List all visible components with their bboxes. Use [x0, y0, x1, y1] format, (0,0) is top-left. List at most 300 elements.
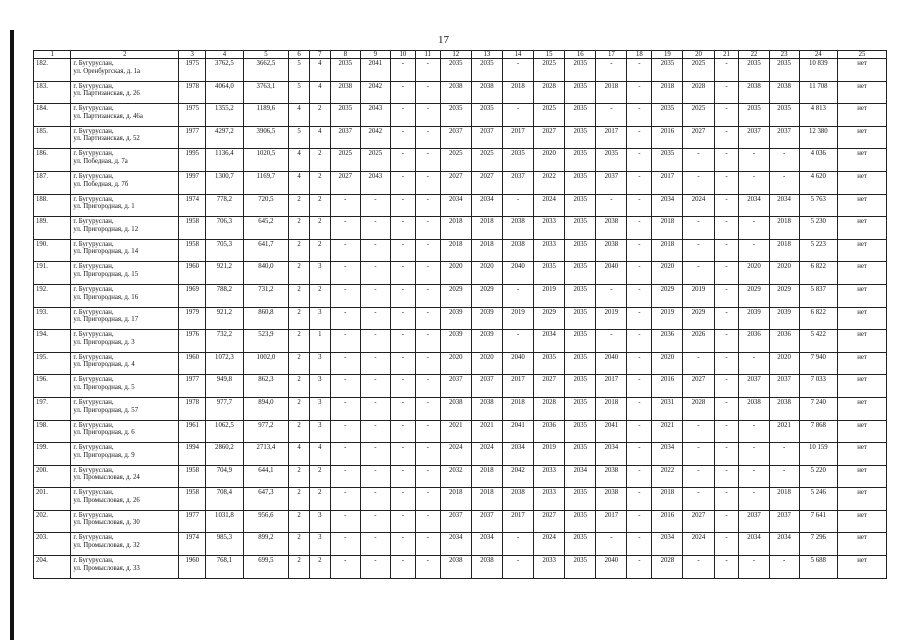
- table-cell: 4064,0: [206, 81, 243, 104]
- table-cell: 2035: [565, 330, 596, 353]
- table-cell: 2020: [471, 262, 502, 285]
- table-cell: -: [596, 194, 627, 217]
- left-margin-bar: [10, 30, 14, 640]
- table-cell: 2035: [565, 81, 596, 104]
- table-cell: 4: [309, 443, 330, 466]
- table-cell: 2039: [440, 307, 471, 330]
- table-cell: 2038: [596, 217, 627, 240]
- table-cell: 2038: [502, 488, 533, 511]
- table-cell: 3662,5: [243, 59, 289, 82]
- table-cell: 2037: [769, 126, 799, 149]
- address-cell: г. Бугуруслан, ул. Партизанская, д. 46а: [71, 104, 179, 127]
- table-cell: 2025: [471, 149, 502, 172]
- table-cell: -: [390, 262, 415, 285]
- table-cell: 2038: [502, 239, 533, 262]
- table-cell: 2024: [471, 443, 502, 466]
- table-cell: -: [627, 126, 652, 149]
- table-cell: 2020: [440, 262, 471, 285]
- table-cell: 2: [309, 284, 330, 307]
- table-cell: 2035: [739, 104, 769, 127]
- address-cell: г. Бугуруслан, ул. Пригородная, д. 6: [71, 420, 179, 443]
- table-cell: -: [714, 59, 739, 82]
- table-cell: 7 641: [799, 510, 837, 533]
- table-cell: 2035: [769, 59, 799, 82]
- address-cell: г. Бугуруслан, ул. Партизанская, д. 26: [71, 81, 179, 104]
- table-cell: 2034: [739, 194, 769, 217]
- column-number-row: [34, 51, 887, 59]
- table-cell: -: [627, 262, 652, 285]
- table-cell: 5: [289, 81, 310, 104]
- table-cell: 2039: [471, 307, 502, 330]
- row-number-cell: 201.: [34, 488, 71, 511]
- table-cell: 2035: [565, 488, 596, 511]
- table-cell: 2020: [739, 262, 769, 285]
- table-cell: -: [739, 217, 769, 240]
- table-cell: 2019: [534, 284, 565, 307]
- table-cell: 2028: [534, 397, 565, 420]
- table-cell: 2035: [330, 104, 360, 127]
- table-cell: -: [390, 59, 415, 82]
- table-cell: -: [683, 488, 714, 511]
- row-number-cell: 192.: [34, 284, 71, 307]
- table-cell: 2033: [534, 465, 565, 488]
- table-cell: -: [390, 171, 415, 194]
- table-row: [34, 262, 887, 285]
- table-cell: -: [714, 194, 739, 217]
- table-cell: 2027: [683, 375, 714, 398]
- table-cell: 2019: [502, 307, 533, 330]
- table-cell: 2034: [565, 465, 596, 488]
- table-cell: 2024: [534, 194, 565, 217]
- table-cell: -: [330, 330, 360, 353]
- table-cell: 2022: [652, 465, 683, 488]
- table-cell: 977,7: [206, 397, 243, 420]
- table-cell: нет: [838, 556, 887, 579]
- row-number-cell: 198.: [34, 420, 71, 443]
- table-cell: -: [739, 556, 769, 579]
- table-cell: -: [627, 194, 652, 217]
- table-cell: -: [415, 488, 440, 511]
- table-cell: 862,3: [243, 375, 289, 398]
- table-cell: нет: [838, 443, 887, 466]
- table-cell: 2035: [565, 217, 596, 240]
- table-cell: 2034: [440, 533, 471, 556]
- table-cell: 7 868: [799, 420, 837, 443]
- address-cell: г. Бугуруслан, ул. Оренбургская, д. 1а: [71, 59, 179, 82]
- column-number: 4: [206, 51, 243, 59]
- table-cell: 2035: [565, 510, 596, 533]
- table-cell: 956,6: [243, 510, 289, 533]
- table-cell: -: [739, 465, 769, 488]
- table-cell: 2018: [471, 217, 502, 240]
- table-cell: 2: [289, 262, 310, 285]
- table-cell: 2: [309, 488, 330, 511]
- table-cell: нет: [838, 488, 887, 511]
- address-cell: г. Бугуруслан, ул. Пригородная, д. 17: [71, 307, 179, 330]
- table-cell: 2: [289, 375, 310, 398]
- table-cell: -: [390, 284, 415, 307]
- table-cell: 2021: [652, 420, 683, 443]
- table-cell: 2037: [769, 375, 799, 398]
- table-cell: 2038: [440, 81, 471, 104]
- column-number: 15: [534, 51, 565, 59]
- table-cell: нет: [838, 330, 887, 353]
- table-cell: -: [415, 510, 440, 533]
- table-cell: -: [627, 488, 652, 511]
- table-cell: 2: [289, 330, 310, 353]
- table-cell: 2035: [565, 397, 596, 420]
- table-cell: 2031: [652, 397, 683, 420]
- table-cell: -: [330, 352, 360, 375]
- table-cell: 2018: [471, 488, 502, 511]
- table-cell: 2025: [330, 149, 360, 172]
- table-cell: -: [330, 217, 360, 240]
- table-cell: 7 940: [799, 352, 837, 375]
- table-cell: -: [330, 465, 360, 488]
- table-cell: -: [360, 239, 390, 262]
- table-cell: 2035: [596, 149, 627, 172]
- table-cell: 1031,8: [206, 510, 243, 533]
- table-cell: 2035: [565, 420, 596, 443]
- table-cell: -: [739, 239, 769, 262]
- table-cell: -: [415, 239, 440, 262]
- page-number: 17: [438, 34, 449, 46]
- row-number-cell: 203.: [34, 533, 71, 556]
- table-cell: 2040: [502, 262, 533, 285]
- column-number: 21: [714, 51, 739, 59]
- table-row: [34, 352, 887, 375]
- table-cell: -: [769, 556, 799, 579]
- table-cell: -: [390, 81, 415, 104]
- row-number-cell: 200.: [34, 465, 71, 488]
- table-cell: 2034: [652, 194, 683, 217]
- address-cell: г. Бугуруслан, ул. Пригородная, д. 14: [71, 239, 179, 262]
- table-row: [34, 375, 887, 398]
- table-cell: 2038: [471, 556, 502, 579]
- table-cell: 2035: [565, 171, 596, 194]
- table-cell: 1975: [179, 59, 206, 82]
- table-cell: 2018: [769, 239, 799, 262]
- table-cell: 2035: [440, 104, 471, 127]
- table-cell: 1997: [179, 171, 206, 194]
- table-cell: -: [390, 307, 415, 330]
- column-number: 23: [769, 51, 799, 59]
- table-cell: 2022: [534, 171, 565, 194]
- table-cell: -: [390, 533, 415, 556]
- table-cell: 2034: [769, 533, 799, 556]
- table-cell: 2: [309, 556, 330, 579]
- table-cell: 2027: [534, 126, 565, 149]
- table-cell: 921,2: [206, 262, 243, 285]
- table-cell: -: [330, 556, 360, 579]
- table-cell: -: [360, 194, 390, 217]
- table-cell: 2038: [739, 81, 769, 104]
- table-cell: -: [714, 330, 739, 353]
- table-cell: -: [739, 352, 769, 375]
- row-number-cell: 197.: [34, 397, 71, 420]
- column-number: 24: [799, 51, 837, 59]
- table-row: [34, 488, 887, 511]
- table-cell: 2035: [565, 149, 596, 172]
- table-cell: 949,8: [206, 375, 243, 398]
- table-cell: 2035: [565, 556, 596, 579]
- table-cell: 731,2: [243, 284, 289, 307]
- table-cell: -: [330, 420, 360, 443]
- table-cell: 2021: [440, 420, 471, 443]
- table-cell: -: [360, 217, 390, 240]
- table-cell: -: [502, 104, 533, 127]
- table-cell: 2: [289, 239, 310, 262]
- table-cell: -: [683, 556, 714, 579]
- table-row: [34, 126, 887, 149]
- table-cell: 3: [309, 533, 330, 556]
- table-cell: 2043: [360, 171, 390, 194]
- table-cell: 2037: [739, 510, 769, 533]
- table-cell: 2033: [534, 488, 565, 511]
- table-cell: 2039: [471, 330, 502, 353]
- table-cell: -: [390, 104, 415, 127]
- table-cell: -: [415, 262, 440, 285]
- table-cell: -: [714, 149, 739, 172]
- table-cell: 2018: [652, 217, 683, 240]
- table-cell: -: [360, 465, 390, 488]
- table-cell: нет: [838, 81, 887, 104]
- table-cell: -: [769, 465, 799, 488]
- table-cell: 840,0: [243, 262, 289, 285]
- table-cell: 645,2: [243, 217, 289, 240]
- address-cell: г. Бугуруслан, ул. Промысловая, д. 26: [71, 488, 179, 511]
- table-cell: нет: [838, 533, 887, 556]
- table-cell: -: [627, 352, 652, 375]
- table-cell: -: [415, 465, 440, 488]
- table-cell: нет: [838, 104, 887, 127]
- table-cell: 2018: [502, 397, 533, 420]
- table-cell: 894,0: [243, 397, 289, 420]
- table-cell: 768,1: [206, 556, 243, 579]
- table-cell: -: [360, 420, 390, 443]
- table-cell: 2040: [596, 352, 627, 375]
- table-cell: 2026: [683, 330, 714, 353]
- table-cell: -: [360, 510, 390, 533]
- table-cell: -: [330, 262, 360, 285]
- row-number-cell: 195.: [34, 352, 71, 375]
- table-cell: 2032: [440, 465, 471, 488]
- table-cell: 5 230: [799, 217, 837, 240]
- table-cell: нет: [838, 149, 887, 172]
- table-cell: 2713,4: [243, 443, 289, 466]
- table-cell: 2034: [739, 533, 769, 556]
- table-cell: -: [627, 420, 652, 443]
- table-cell: 2035: [565, 443, 596, 466]
- table-cell: -: [714, 488, 739, 511]
- table-cell: 1977: [179, 510, 206, 533]
- table-cell: 1136,4: [206, 149, 243, 172]
- table-cell: 2035: [652, 59, 683, 82]
- table-cell: -: [415, 81, 440, 104]
- table-cell: 2040: [596, 262, 627, 285]
- table-cell: 1960: [179, 352, 206, 375]
- table-cell: 2034: [534, 330, 565, 353]
- table-cell: 2019: [534, 443, 565, 466]
- table-cell: -: [769, 171, 799, 194]
- table-row: [34, 533, 887, 556]
- row-number-cell: 191.: [34, 262, 71, 285]
- table-cell: 2: [289, 556, 310, 579]
- table-cell: -: [330, 194, 360, 217]
- address-cell: г. Бугуруслан, ул. Пригородная, д. 3: [71, 330, 179, 353]
- table-cell: 3: [309, 262, 330, 285]
- table-cell: -: [415, 352, 440, 375]
- column-number: 16: [565, 51, 596, 59]
- table-cell: 2035: [565, 533, 596, 556]
- table-cell: 2: [289, 284, 310, 307]
- table-cell: -: [683, 443, 714, 466]
- row-number-cell: 187.: [34, 171, 71, 194]
- table-cell: 7 296: [799, 533, 837, 556]
- table-cell: 2: [309, 239, 330, 262]
- table-cell: -: [415, 375, 440, 398]
- table-cell: 2035: [565, 284, 596, 307]
- table-cell: -: [330, 284, 360, 307]
- table-cell: -: [714, 510, 739, 533]
- table-cell: -: [390, 239, 415, 262]
- table-cell: 2019: [596, 307, 627, 330]
- table-cell: 2024: [440, 443, 471, 466]
- table-cell: -: [415, 194, 440, 217]
- table-cell: -: [390, 510, 415, 533]
- table-cell: -: [714, 217, 739, 240]
- table-cell: 2018: [769, 217, 799, 240]
- table-cell: -: [330, 510, 360, 533]
- table-cell: -: [714, 533, 739, 556]
- table-row: [34, 59, 887, 82]
- table-cell: -: [627, 510, 652, 533]
- table-cell: -: [714, 397, 739, 420]
- table-cell: -: [330, 397, 360, 420]
- table-cell: 2035: [565, 352, 596, 375]
- table-cell: нет: [838, 284, 887, 307]
- table-cell: -: [714, 352, 739, 375]
- table-cell: 10 839: [799, 59, 837, 82]
- table-cell: 2041: [596, 420, 627, 443]
- table-cell: 2042: [360, 126, 390, 149]
- table-row: [34, 443, 887, 466]
- table-cell: -: [360, 284, 390, 307]
- table-cell: 699,5: [243, 556, 289, 579]
- table-cell: -: [596, 104, 627, 127]
- table-cell: 2: [309, 149, 330, 172]
- table-row: [34, 420, 887, 443]
- table-cell: -: [714, 171, 739, 194]
- table-cell: -: [415, 533, 440, 556]
- table-cell: 2037: [502, 171, 533, 194]
- column-number: 19: [652, 51, 683, 59]
- table-cell: 4297,2: [206, 126, 243, 149]
- row-number-cell: 204.: [34, 556, 71, 579]
- table-cell: 2037: [471, 375, 502, 398]
- table-cell: 2041: [360, 59, 390, 82]
- table-cell: 3: [309, 397, 330, 420]
- table-cell: 2: [289, 510, 310, 533]
- table-cell: 2028: [652, 556, 683, 579]
- table-cell: 2018: [502, 81, 533, 104]
- table-cell: 1978: [179, 81, 206, 104]
- table-cell: 1960: [179, 556, 206, 579]
- table-cell: 4: [289, 171, 310, 194]
- table-cell: 2027: [534, 375, 565, 398]
- table-cell: 2024: [683, 533, 714, 556]
- table-cell: 2037: [471, 510, 502, 533]
- table-cell: 12 380: [799, 126, 837, 149]
- table-cell: 2027: [683, 510, 714, 533]
- table-cell: -: [415, 330, 440, 353]
- table-cell: 4 036: [799, 149, 837, 172]
- row-number-cell: 186.: [34, 149, 71, 172]
- table-cell: -: [683, 420, 714, 443]
- table-cell: 2: [289, 465, 310, 488]
- table-cell: 2016: [652, 126, 683, 149]
- table-cell: 2035: [769, 104, 799, 127]
- table-cell: 2019: [683, 284, 714, 307]
- table-cell: 5 763: [799, 194, 837, 217]
- table-cell: -: [360, 330, 390, 353]
- table-cell: -: [360, 443, 390, 466]
- table-cell: 2018: [652, 239, 683, 262]
- address-cell: г. Бугуруслан, ул. Пригородная, д. 4: [71, 352, 179, 375]
- table-cell: 2035: [565, 239, 596, 262]
- table-cell: 2018: [440, 217, 471, 240]
- table-cell: 2035: [652, 104, 683, 127]
- table-cell: -: [330, 443, 360, 466]
- table-cell: 2018: [596, 81, 627, 104]
- table-cell: -: [360, 352, 390, 375]
- table-cell: 3: [309, 352, 330, 375]
- table-cell: 1189,6: [243, 104, 289, 127]
- table-cell: -: [502, 284, 533, 307]
- table-cell: 1300,7: [206, 171, 243, 194]
- table-cell: -: [714, 126, 739, 149]
- table-cell: -: [627, 239, 652, 262]
- address-cell: г. Бугуруслан, ул. Пригородная, д. 5: [71, 375, 179, 398]
- table-cell: 1062,5: [206, 420, 243, 443]
- column-number: 11: [415, 51, 440, 59]
- table-cell: 2038: [596, 465, 627, 488]
- table-cell: -: [415, 171, 440, 194]
- table-cell: 2020: [440, 352, 471, 375]
- table-cell: 2: [309, 194, 330, 217]
- table-cell: 4: [289, 104, 310, 127]
- table-cell: 2034: [596, 443, 627, 466]
- table-cell: нет: [838, 420, 887, 443]
- table-cell: -: [390, 126, 415, 149]
- table-cell: 2034: [652, 533, 683, 556]
- table-cell: 3763,1: [243, 81, 289, 104]
- table-cell: 2038: [471, 81, 502, 104]
- table-cell: 2034: [471, 194, 502, 217]
- table-cell: -: [714, 239, 739, 262]
- table-cell: -: [390, 217, 415, 240]
- table-cell: 2035: [739, 59, 769, 82]
- table-cell: 2033: [534, 217, 565, 240]
- table-cell: 2: [309, 465, 330, 488]
- table-cell: 2043: [360, 104, 390, 127]
- table-cell: -: [390, 194, 415, 217]
- table-row: [34, 556, 887, 579]
- table-cell: -: [415, 397, 440, 420]
- table-cell: 2: [309, 104, 330, 127]
- table-cell: 2020: [769, 262, 799, 285]
- table-cell: 5 837: [799, 284, 837, 307]
